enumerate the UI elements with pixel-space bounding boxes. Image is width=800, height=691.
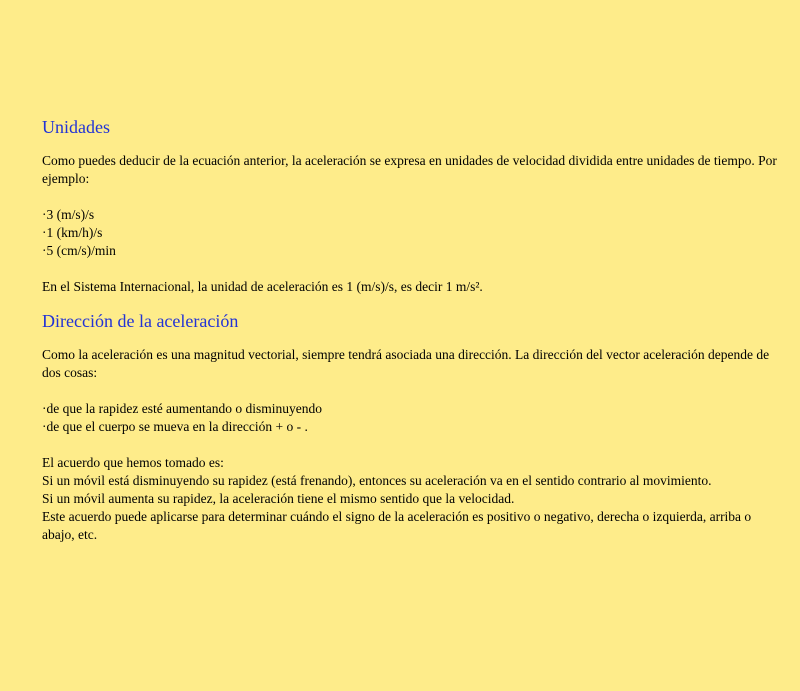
bullet-icon: · (42, 419, 47, 434)
direction-factors-list (42, 400, 782, 436)
main-content (42, 116, 782, 544)
list-item (42, 400, 782, 418)
unit-example-text: 5 (cm/s)/min (46, 243, 116, 258)
agreement-line: Este acuerdo puede aplicarse para determinar cuándo el signo de la aceleración es positivo o negativo, derecha o izquierda, arriba o abajo, etc. (42, 509, 752, 542)
unit-examples-list (42, 206, 782, 260)
list-item (42, 418, 782, 436)
section-title-unidades: Unidades (42, 117, 110, 137)
unit-example-text: 3 (m/s)/s (46, 207, 95, 222)
unidades-intro-paragraph: Como puedes deducir de la ecuación anterior, la aceleración se expresa en unidades de velocidad dividida entre unidades de tiempo. Por ejemplo: (42, 153, 777, 186)
agreement-line: Si un móvil aumenta su rapidez, la aceleración tiene el mismo sentido que la velocidad. (42, 491, 515, 506)
unit-example-text: 1 (km/h)/s (46, 225, 103, 240)
list-item (42, 224, 782, 242)
section-title-direccion: Dirección de la aceleración (42, 311, 239, 331)
si-unit-paragraph: En el Sistema Internacional, la unidad de aceleración es 1 (m/s)/s, es decir 1 m/s². (42, 279, 483, 294)
bullet-icon: · (42, 225, 47, 240)
factor-text: de que la rapidez esté aumentando o disminuyendo (46, 401, 323, 416)
list-item (42, 206, 782, 224)
list-item (42, 242, 782, 260)
agreement-block (42, 454, 782, 544)
bullet-icon: · (42, 243, 47, 258)
bullet-icon: · (42, 401, 47, 416)
agreement-line: El acuerdo que hemos tomado es: (42, 455, 224, 470)
factor-text: de que el cuerpo se mueva en la dirección + o - . (46, 419, 308, 434)
direccion-intro-paragraph: Como la aceleración es una magnitud vectorial, siempre tendrá asociada una dirección. La dirección del vector aceleración depende de dos cosas: (42, 347, 770, 380)
bullet-icon: · (42, 207, 47, 222)
agreement-line: Si un móvil está disminuyendo su rapidez (está frenando), entonces su aceleración va en el sentido contrario al movimiento. (42, 473, 712, 488)
